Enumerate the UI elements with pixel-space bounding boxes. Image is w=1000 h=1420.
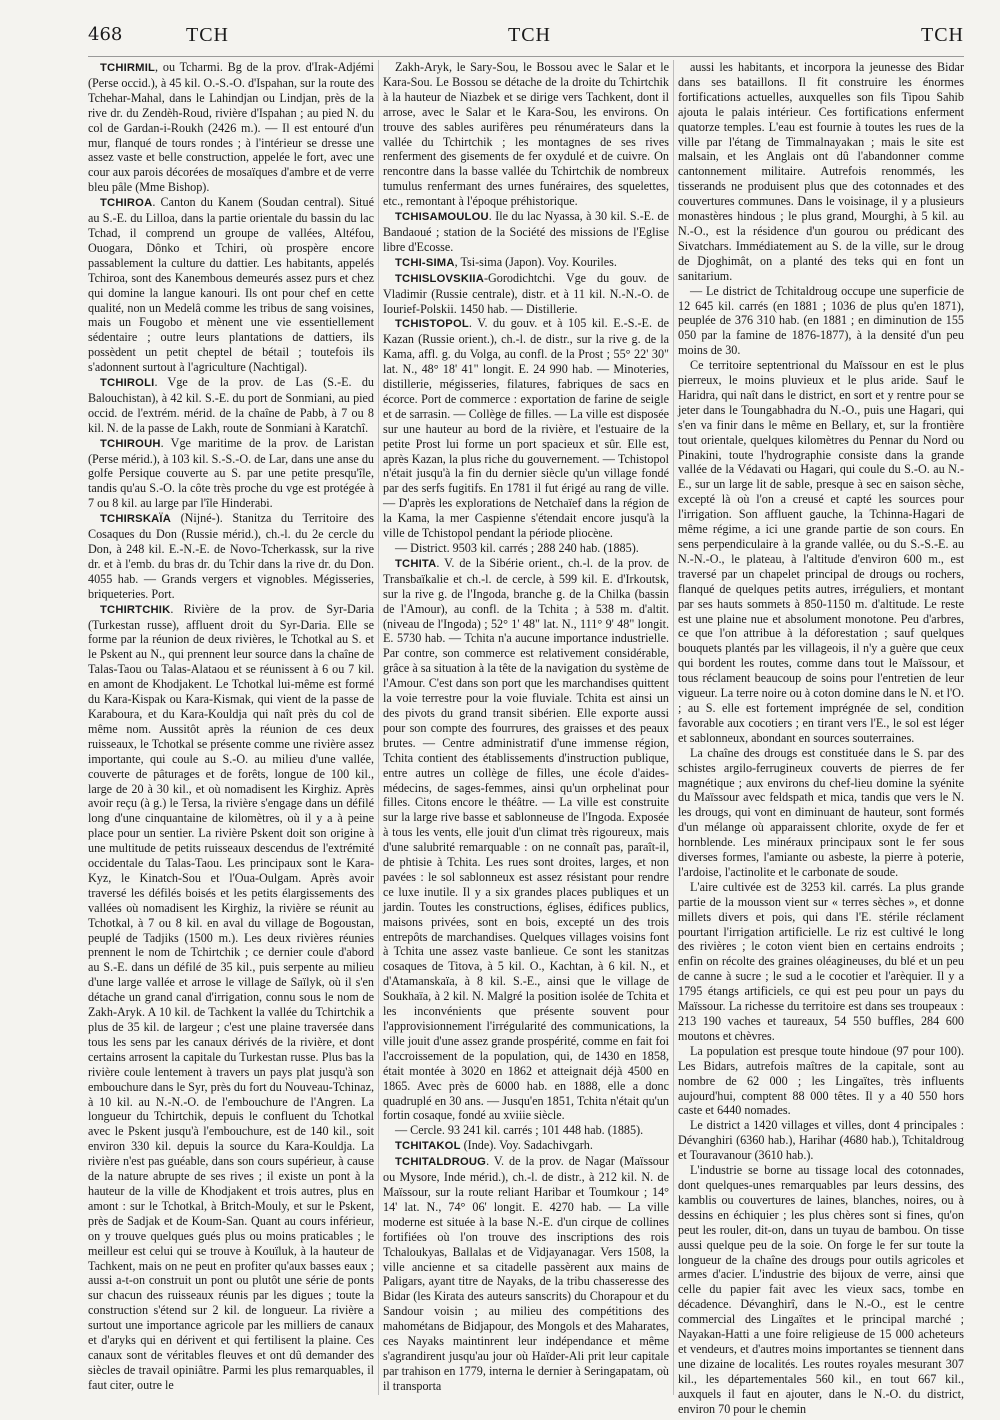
article-paragraph: [678, 358, 964, 746]
entry-text: La population est presque toute hindoue (97 pour 100). Les Bidars, autrefois maîtres de la capitale, sont au nombre de 62 000 ; les Lingaïtes, très influents aujourd'hui, comptent 88 000 têtes. Il y a 40 550 hors caste et 6440 nomades.: [678, 1043, 964, 1118]
entry-text: La chaîne des drougs est constituée dans le S. par des schistes argilo-ferrugineux couverts de pierres de fer magnétique ; aux environs du chef-lieu domine la syénite du Maïssour avec feldspath et mica, tandis que vers le N. les drougs, qui vont en diminuant de hauteur, sont formés d'un mélange où apparaissent chlorite, oxyde de fer et hornblende. Les minéraux principaux sont le fer sous diverses formes, l'amiante ou asbeste, la pierre à poterie, l'ardoise, l'actinolite et le carbonate de soude.: [678, 745, 964, 879]
running-head-left: TCH: [186, 24, 229, 46]
entry-headword: TCHITAKOL: [395, 1140, 461, 1153]
column-rule: [378, 60, 379, 1395]
entry-text: Ce territoire septentrional du Maïssour en est le plus pierreux, le moins pluvieux et le plus aride. Sauf le Haridra, qui naît dans le district, en sort et y rentre pour se jeter dans le Toungabhadra du N.-O., puis une Hagari, qui s'en va finir dans le même en Bellary, et, sur la frontière tout orientale, quelques kilomètres du Pennar du Nord ou Pinakini, toute l'hydrographie consiste dans la grande vallée de la Védavati ou Hagari, qui coule du S.-O. au N.-E., sur un large lit de sable, presque à sec en saison sèche, excepté là où l'on a creusé et capté les sources pour l'irrigation. Son affluent gauche, la Tchinna-Hagari de même régime, a ici une grande partie de son cours. En sens perpendiculaire à la grande vallée, ou du S.-S.-E. au N.-N.-O., le plateau, à l'altitude d'environ 600 m., est traversé par un chapelet principal de drougs ou rochers, flanqué de quelques petits autres, irréguliers, et montant par ses hauts sommets à 850-1150 m. d'altitude. Le reste est une plaine nue et absolument monotone. Peu d'arbres, ce que l'on attribue à la déforestation ; sauf quelques bouquets plantés par les villageois, il n'y a guère que ceux qui bordent les routes, comme dans tout le Maïssour, et tous réclament beaucoup de soins pour l'entretien de leur vigueur. La terre noire ou à coton domine dans le N. et l'O. ; au S. elle est fortement imprégnée de sel, condition favorable aux cocotiers ; en tirant vers l'E., le sol est léger et sablonneux, abondant en sources souterraines.: [678, 358, 964, 745]
page-header: [88, 22, 964, 56]
entry-text: . Rivière de la prov. de Syr-Daria (Turkestan russe), affluent droit du Syr-Daria. Elle se forme par la réunion de deux rivières, le Tchotkal au S. et le Pskent au N., qui prennent leur source dans la chaîne de Talas-Taou ou Talas-Alataou et se réunissent à 6 ou 7 kil. en amont de Khodjakent. Le Tchotkal lui-même est formé du Kara-Kispak ou Kara-Kismak, qui vient de la passe de Karaboura, et du Kara-Kouldja qui naît près du col de même nom. Aussitôt après la réunion de ces deux ruisseaux, le Tchotkal se présente comme une rivière assez importante, qui coule au S.-O. au milieu d'une vallée, couverte de pâturages et de forêts, longue de 100 kil., large de 20 à 30 kil., et où nomadisent les Kirghiz. Après avoir reçu (à g.) le Tersa, la rivière s'engage dans un défilé long d'une cinquantaine de kilomètres, où il y a à peine place pour un sentier. La rivière Pskent doit son origine à une multitude de petits ruisseaux descendus de l'extrémité occidentale du Talas-Taou. Les principaux sont le Kara-Kyz, le Kinatch-Sou et l'Oua-Oulgam. Après avoir traversé les défilés boisés et les petits élargissements des vallées où nomadisent les Kirghiz, la rivière se réunit au Tchotkal, à 7 ou 8 kil. en aval du village de Bogoustan, peuplé de Tadjiks (1500 m.). Les deux rivières réunies prennent le nom de Tchirtchik ; ce dernier coule d'abord au S.-E. dans un défilé de 35 kil., puis serpente au milieu d'une large vallée et arrose le village de Saïlyk, où il s'en détache un grand canal d'irrigation, connu sous le nom de Zakh-Aryk. A 10 kil. de Tachkent la vallée du Tchirtchik a plus de 35 kil. de largeur ; c'est une plaine traversée dans tous les sens par les canaux dérivés de la rivière, et dont certains arrosent la capitale du Turkestan russe. Plus bas la rivière coule lentement à travers un pays plat jusqu'à son embouchure dans le Syr, près du fort du Nouveau-Tchinaz, à 10 kil. au N.-N.-O. de l'embouchure de l'Angren. La longueur du Tchirtchik, depuis le confluent du Tchotkal avec le Pskent jusqu'à l'embouchure, est de 140 kil., soit environ 330 kil. depuis la source du Kara-Kouldja. La rivière n'est pas guéable, dans son cours supérieur, à cause de la nature abrupte de ses rives ; il existe un pont à la hauteur de la ville de Khodjakent et trois autres, plus en amont : sur le Tchotkal, à Britch-Mouly, et sur le Pskent, près de Sadjak et de Koum-San. Quant au cours inférieur, on y trouve quelques gués plus ou moins praticables ; le meilleur est celui qui se trouve à Kouïluk, à la hauteur de Tachkent, mais on ne peut en profiter qu'aux basses eaux ; aussi a-t-on construit un pont ou plutôt une série de ponts sur chacun des ruisseaux réunis par les digues ; toute la construction s'étend sur 2 kil. de longueur. La rivière a surtout une importance agricole par les milliers de canaux et d'aryks qui en dérivent et qui fertilisent la plaine. Ces canaux sont de véritables fleuves et ont dû demander des siècles de travail opiniâtre. Parmi les plus remarquables, il faut citer, outre le: [88, 601, 374, 1392]
entry-headword: TCHISTOPOL: [395, 318, 469, 331]
entry-text: , Tsi-sima (Japon). Voy. Kouriles.: [454, 254, 617, 269]
column-right: [678, 60, 964, 1416]
entry-text: . V. du gouv. et à 105 kil. E.-S.-E. de Kazan (Russie orient.), ch.-l. de distr., sur la rive g. de la Kama, affl. g. du Volga, au confl. de la Prost ; 55° 22' 30" lat. N., 48° 18' 41" longit. E. 24 990 hab. — Minoteries, distillerie, mégisseries, filatures, fabriques de sacs en écorce. Port de commerce : exportation de farine de seigle et de sarrasin. — Collège de filles. — La ville est disposée sur une hauteur au bord de la rivière, et l'estuaire de la petite Prost lui forme un port spacieux et sûr. Elle est, après Kazan, la plus riche du gouvernement. — Tchistopol n'était jusqu'à la fin du dernier siècle qu'un village fondé par des serfs fugitifs. En 1781 il fut érigé au rang de ville. — D'après les explorations de Netchaïef dans la région de la Kama, la mer Caspienne s'étendait encore jusqu'à la ville de Tchistopol pendant la période pliocène.: [383, 316, 669, 541]
entry-headword: TCHITALDROUG: [395, 1156, 487, 1169]
entry-text: , ou Tcharmi. Bg de la prov. d'Irak-Adjémi (Perse occid.), à 45 kil. O.-S.-O. d'Ispahan, sur la route des Tchehar-Mahal, dans le Lahindjan ou Lindjan, près de la rive dr. du Zendèh-Roud, rivière d'Ispahan ; au pied N. du col de Gardan-i-Roukh (2426 m.). — Il est entouré d'un mur, flanqué de tours rondes ; à l'intérieur se dresse une assez vaste et belle construction, appelée le fort, avec une cour aux parois décorées de mosaïques d'ambre et de verre bleu pâle (Mme Bishop).: [88, 60, 374, 195]
entry-text: — Cercle. 93 241 kil. carrés ; 101 448 hab. (1885).: [395, 1123, 644, 1138]
article-paragraph: [678, 746, 964, 880]
entry-headword: TCHISLOVSKIIA: [395, 272, 484, 285]
entry-headword: TCHIRTCHIK: [100, 603, 171, 616]
article-paragraph: [383, 316, 669, 541]
entry-text: . Ile du lac Nyassa, à 30 kil. S.-E. de Bandaoué ; station de la Société des missions de l'Eglise libre d'Ecosse.: [383, 209, 669, 254]
article-paragraph: [383, 1154, 669, 1394]
entry-headword: TCHIROUH: [100, 437, 161, 450]
column-middle: [383, 60, 669, 1395]
article-paragraph: [88, 602, 374, 1393]
article-paragraph: [383, 1138, 669, 1154]
column-left: [88, 60, 374, 1395]
article-paragraph: [383, 60, 669, 209]
article-paragraph: [383, 556, 669, 1123]
entry-headword: TCHIRSKAÏA: [100, 513, 171, 526]
entry-text: — Le district de Tchitaldroug occupe une superficie de 12 645 kil. carrés (en 1881 ; 1036 de plus qu'en 1871), peuplée de 376 310 hab. (en 1881 ; en diminution de 155 050 par la famine de 1876-1877), à la densité d'un peu moins de 30.: [678, 283, 964, 358]
entry-text: . V. de la Sibérie orient., ch.-l. de la prov. de Transbaïkalie et ch.-l. de cercle, à 599 kil. E. d'Irkoutsk, sur la rive g. de l'Ingoda, branche g. de la Chilka (bassin de l'Amour), au confl. de la Tchita ; à 538 m. d'altit. (niveau de l'Ingoda) ; 52° 1' 48" lat. N., 111° 9' 48" longit. E. 5730 hab. — Tchita n'a aucune importance industrielle. Par contre, son commerce est relativement considérable, grâce à sa situation à la tête de la navigation du système de l'Amour. C'est dans son port que les marchandises quittent la voie terrestre pour la voie fluviale. Tchita est ainsi un des pivots du grand transit sibérien. Elle exporte aussi pour son compte des fourrures, des graisses et des peaux brutes. — Centre administratif d'une immense région, Tchita contient des établissements d'instruction publique, entre autres un collège de filles, une école d'aides-médecins, de sages-femmes, ainsi qu'un orphelinat pour filles. Citons encore le théâtre. — La ville est construite sur la large rive basse et sablonneuse de l'Ingoda. Exposée à tous les vents, elle jouit d'un climat très rigoureux, mais d'une salubrité remarquable : on ne connaît pas, paraît-il, de phtisie à Tchita. Les rues sont droites, larges, et non pavées : le sol sablonneux est assez résistant pour rendre ce luxe inutile. Il y a six grandes places publiques et un jardin. Toutes les constructions, églises, édifices publics, maisons privées, sont en bois, excepté un des trois entrepôts de marchandises. Quelques villages voisins font à Tchita une assez vaste banlieue. Ce sont les stanitzas cosaques de Titova, à 5 kil. O., Kachtan, à 6 kil. N., et d'Atamanskaïa, à 8 kil. S.-E., ainsi que le village de Soukhaïa, à 2 kil. N. Malgré la position isolée de Tchita et les inconvénients que présente souvent pour l'approvisionnement l'irrégularité des communications, la ville jouit d'une assez grande prospérité, comme en fait foi l'accroissement de la population, qui, de 1430 en 1858, était montée à 3020 en 1862 et atteignait déjà 4500 en 1865. Avec près de 6000 hab. en 1888, elle a donc quadruplé en 30 ans. — Jusqu'en 1851, Tchita n'était qu'un fortin cosaque, fondé au xviiie siècle.: [383, 555, 669, 1123]
text-columns: [88, 60, 964, 1416]
article-paragraph: [88, 375, 374, 436]
entry-headword: TCHIROA: [100, 197, 153, 210]
article-paragraph: [678, 1118, 964, 1163]
entry-text: — District. 9503 kil. carrés ; 288 240 hab. (1885).: [395, 541, 639, 555]
entry-headword: TCHIRMIL: [100, 62, 156, 74]
entry-text: L'industrie se borne au tissage local des cotonnades, dont quelques-unes remarquables par leurs dessins, des kamblis ou couvertures de laines, blanches, noires, ou à dessins en échiquier ; les plus chères sont si fines, qu'on peut les rouler, dit-on, dans un tuyau de bambou. On tisse aussi quelque peu de la soie. On forge le fer sur toute la longueur de la chaîne des drougs pour outils agricoles et armes d'acier. L'industrie des bijoux de verre, ainsi que celle du papier fait avec les vieux sacs, tombe en décadence. Dévanghirî, dans le N.-O., est le centre commercial des Lingaïtes et le principal marché ; Nayakan-Hatti a une foire religieuse de 15 000 acheteurs et vendeurs, et d'autres moins importantes se tiennent dans une dizaine de localités. Les routes royales mesurant 307 kil., les départementales 560 kil., en tout 667 kil., auxquels il faut en ajouter, dans le N.-O. du district, environ 70 pour le chemin: [678, 1163, 964, 1416]
article-paragraph: [678, 1163, 964, 1416]
article-paragraph: [88, 60, 374, 195]
article-paragraph: [383, 541, 669, 556]
entry-text: . Vge de la prov. de Las (S.-E. du Balouchistan), à 42 kil. S.-E. du port de Sonmiani, au pied occid. de l'extrém. mérid. de la chaîne de Pabb, à 7 ou 8 kil. N. de la passe de Lakh, route de Sonmiani à Karatchî.: [88, 375, 374, 435]
entry-text: L'aire cultivée est de 3253 kil. carrés. La plus grande partie de la mousson vient sur « terres sèches », et donne millets divers et pois, qui dans l'E. stérile réclament pourtant l'irrigation artificielle. Le riz est cultivé le long des rivières ; le coton vient bien en certains endroits ; enfin on récolte des graines oléagineuses, du blé et un peu de canne à sucre ; le sud a le cocotier et l'arèquier. Il y a 1795 étangs artificiels, ce qui est peu pour un pays du Maïssour. La richesse du territoire est dans ses troupeaux : 213 190 vaches et taureaux, 54 550 buffles, 284 600 moutons et chèvres.: [678, 879, 964, 1043]
entry-text: . Canton du Kanem (Soudan central). Situé au S.-E. du Lilloa, dans la partie orientale du bassin du lac Tchad, il comprend un groupe de vallées, Altéfou, Ouogara, Dônko et Tchiri, où prospère encore passablement la culture du dattier. Les habitants, appelés Tchiroa, sont des Kanembous demeurés assez purs et chez qui domine la langue kanouri. Ils ont pour chef en cette qualité, non un Medelâ comme les tribus de sang voisines, mais un Fougobo et mènent une vie essentiellement sédentaire ; outre leurs plantations de dattiers, ils possèdent un petit cheptel de bétail ; toutefois ils s'adonnent surtout à l'agriculture (Nachtigal).: [88, 195, 374, 375]
column-rule: [673, 60, 674, 1395]
article-paragraph: [678, 1044, 964, 1119]
entry-text: . Vge maritime de la prov. de Laristan (Perse mérid.), à 103 kil. S.-S.-O. de Lar, dans une anse du golfe Persique couverte au S. par une petite presqu'île, tandis qu'au S.-O. la côte très proche du vge est protégée à 7 ou 8 kil. au large par l'île Hinderabi.: [88, 435, 374, 511]
article-paragraph: [678, 880, 964, 1044]
entry-headword: TCHIROLI: [100, 377, 155, 390]
entry-text: (Inde). Voy. Sadachivgarh.: [460, 1138, 593, 1153]
entry-headword: TCHI-SIMA: [395, 256, 455, 269]
entry-text: Le district a 1420 villages et villes, dont 4 principales : Dévanghiri (6360 hab.), Harihar (4680 hab.), Tchitaldroug et Touravanour (3610 hab.).: [678, 1118, 964, 1163]
header-rule: [88, 56, 964, 57]
article-paragraph: [88, 511, 374, 601]
entry-text: aussi les habitants, et incorpora la jeunesse des Bidar dans ses bataillons. Il fit construire les énormes fortifications actuelles, auxquelles son fils Tipou Sahib ajouta le palais intérieur. Ces fortifications enferment quatorze temples. L'eau est fournie à toutes les rues de la ville par l'étang de Timmalnayakan ; mais le site est malsain, et les Anglais ont dû l'abandonner comme cantonnement militaire. Autrefois renommés, les tisserands ne produisent plus que des cotonnades et des couvertures communes. Dans le voisinage, il y a plusieurs monastères hindous ; le plus grand, Mourghi, à 5 kil. au N.-O., est la résidence d'un gourou ou prédicant des Sivatchars. Immédiatement au S. de la ville, sur le droug de Djoghimât, on a planté des teks qui en font un sanitarium.: [678, 60, 964, 283]
article-paragraph: [88, 195, 374, 375]
article-paragraph: [678, 284, 964, 359]
article-paragraph: [383, 255, 669, 271]
entry-text: (Nijné-). Stanitza du Territoire des Cosaques du Don (Russie mérid.), ch.-l. du 2e cercle du Don, à 248 kil. E.-N.-E. de Novo-Tcherkassk, sur la rive dr. et à l'emb. du bras dr. du Tchir dans la rive dr. du Don. 4055 hab. — Grands vergers et vignobles. Mégisseries, briqueteries. Port.: [88, 511, 374, 601]
running-head-center: TCH: [508, 24, 551, 46]
article-paragraph: [678, 60, 964, 284]
entry-headword: TCHITA: [395, 557, 437, 570]
entry-text: Zakh-Aryk, le Sary-Sou, le Bossou avec le Salar et le Kara-Sou. Le Bossou se détache de la droite du Tchirtchik à la hauteur de Niazbek et se dirige vers Tachkent, dont il arrose, avec le Salar et le Kara-Sou, les environs. On trouve des sables aurifères peu rénumérateurs dans la vallée du Tchirtchik ; les montagnes de ses rives renferment des gisements de fer oxydulé et de cuivre. On rencontre dans la basse vallée du Tchirtchik de nombreux tumulus renfermant des urnes funéraires, des squelettes, etc., remontant à l'époque préhistorique.: [383, 60, 669, 209]
entry-headword: TCHISAMOULOU: [395, 211, 489, 224]
page-number: 468: [88, 24, 123, 45]
article-paragraph: [383, 1123, 669, 1138]
entry-text: . V. de la prov. de Nagar (Maïssour ou Mysore, Inde mérid.), ch.-l. de distr., à 212 kil. N. de Maïssour, sur la route reliant Haribar et Toumkour ; 14° 14' lat. N., 74° 06' longit. E. 4270 hab. — La ville moderne est située à la base N.-E. d'un cirque de collines fortifiées où l'on trouve des inscriptions des rois Tchaloukyas, Ballalas et de Vidjayanagar. Vers 1508, la ville ancienne et sa citadelle passèrent aux mains de Paligars, ayant titre de Nayaks, de la tribu chasseresse des Bidar (les Kirata des auteurs sanscrits) du Chorapour et du Sandour voisin ; au milieu des compétitions des mahométans de Bidjapour, des Mongols et des Maharates, ces Nayaks maintinrent leur indépendance et même s'agrandirent jusqu'au jour où Haïder-Ali prit leur capitale par trahison en 1779, interna le dernier à Seringapatam, où il transporta: [383, 1154, 669, 1393]
entry-text: -Gorodichtchi. Vge du gouv. de Vladimir (Russie centrale), distr. et à 11 kil. N.-N.-O. de Iourief-Polskii. 1450 hab. — Distillerie.: [383, 270, 669, 316]
article-paragraph: [383, 271, 669, 317]
running-head-right: TCH: [921, 24, 964, 46]
article-paragraph: [88, 436, 374, 512]
article-paragraph: [383, 209, 669, 255]
